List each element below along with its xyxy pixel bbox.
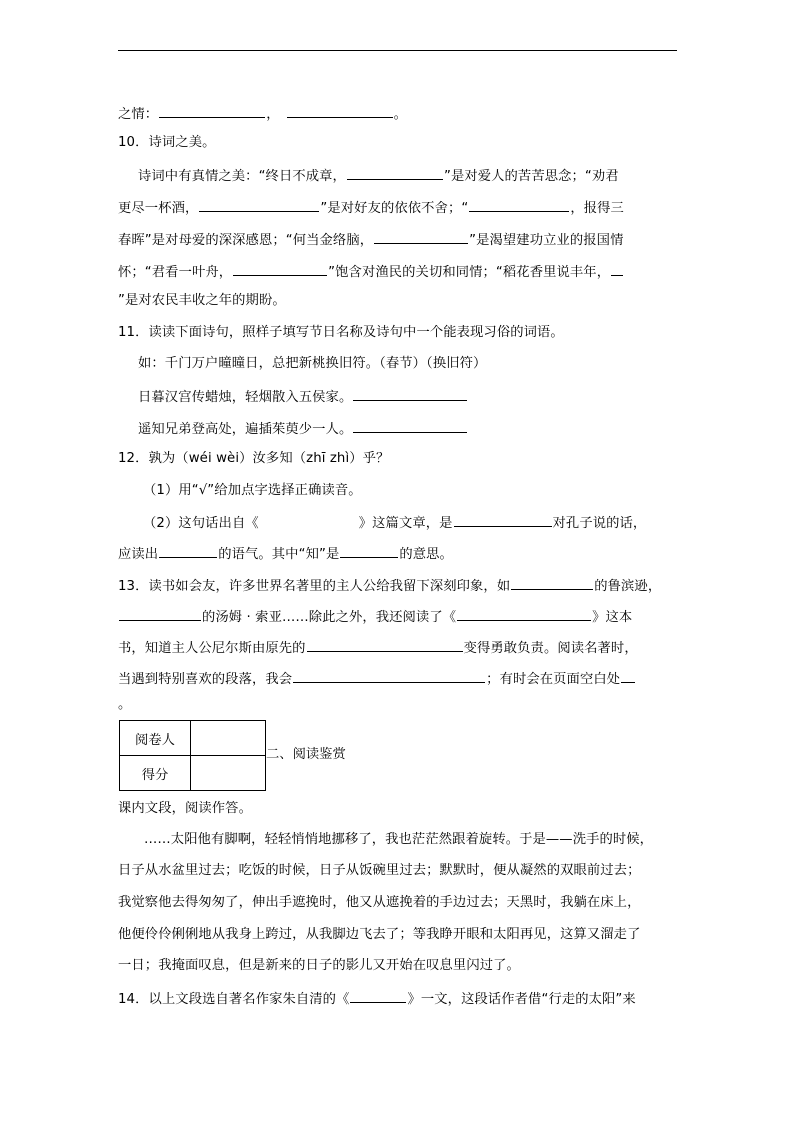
- q10-line-1: [138, 166, 619, 186]
- answer-blank[interactable]: [119, 607, 201, 621]
- score-value[interactable]: [191, 756, 266, 791]
- text: 》这篇文章，是: [358, 516, 453, 531]
- answer-blank[interactable]: [350, 989, 406, 1003]
- passage-line-4: 他便伶伶俐俐地从我身上跨过，从我脚边飞去了；等我睁开眼和太阳再见，这算又溜走了: [118, 927, 641, 942]
- text: 当遇到特别喜欢的段落，我会: [118, 672, 293, 687]
- answer-blank[interactable]: [611, 262, 623, 276]
- q11-example: 如：千门万户曈曈日，总把新桃换旧符。（春节）（换旧符）: [138, 356, 487, 371]
- q12-sub-2-cont: [118, 544, 453, 564]
- text: 书，知道主人公尼尔斯由原先的: [118, 641, 306, 656]
- answer-blank[interactable]: [454, 513, 552, 527]
- q10-line-3: [118, 230, 623, 250]
- text: ”是对好友的依依不舍；“: [320, 201, 469, 216]
- answer-blank[interactable]: [159, 544, 217, 558]
- answer-blank[interactable]: [199, 198, 319, 212]
- q13-line-4: [118, 669, 636, 689]
- answer-blank[interactable]: [340, 544, 398, 558]
- period: 。: [393, 107, 408, 122]
- text: 的语气。其中“知”是: [218, 547, 340, 562]
- answer-blank[interactable]: [621, 669, 635, 683]
- answer-blank[interactable]: [307, 638, 463, 652]
- text: 变得勇敢负责。阅读名著时，: [463, 641, 638, 656]
- q9-tail-line: [118, 104, 407, 124]
- answer-blank[interactable]: [347, 166, 443, 180]
- text: 更尽一杯酒，: [118, 201, 199, 216]
- q9-prefix: 之情：: [118, 107, 159, 122]
- q11-title: 11．读读下面诗句，照样子填写节日名称及诗句中一个能表现习俗的词语。: [118, 325, 564, 340]
- text: 春晖”是对母爱的深深感恩；“何当金络脑，: [118, 233, 374, 248]
- score-table: [119, 720, 266, 791]
- score-label: 得分: [120, 756, 191, 791]
- text: 》一文，这段话作者借“行走的太阳”来: [407, 992, 636, 1007]
- answer-blank[interactable]: [293, 669, 485, 683]
- passage-line-3: 我觉察他去得匆匆了，伸出手遮挽时，他又从遮挽着的手边过去；天黑时，我躺在床上，: [118, 895, 641, 910]
- q12-sub-2: [143, 513, 646, 533]
- grader-value[interactable]: [191, 721, 266, 756]
- text: 》这本: [592, 610, 633, 625]
- q13-line-2: [118, 607, 632, 627]
- section-instruction: 课内文段，阅读作答。: [118, 801, 252, 816]
- score-row-grader: [120, 721, 266, 756]
- text: 怀；“君看一叶舟，: [118, 265, 233, 280]
- answer-blank[interactable]: [511, 576, 593, 590]
- text: 诗词中有真情之美：“终日不成章，: [138, 169, 346, 184]
- passage-line-1: ……太阳他有脚啊，轻轻悄悄地挪移了，我也茫茫然跟着旋转。于是——洗手的时候，: [144, 832, 654, 847]
- passage-line-5: 一日；我掩面叹息，但是新来的日子的影儿又开始在叹息里闪过了。: [118, 958, 520, 973]
- text: （2）这句话出自《: [143, 516, 259, 531]
- header-rule: [118, 50, 677, 51]
- text: ，报得三: [570, 201, 624, 216]
- q11-poem-1: [138, 387, 468, 407]
- text: ；有时会在页面空白处: [486, 672, 621, 687]
- q11-poem-2: [138, 419, 468, 439]
- answer-blank[interactable]: [353, 419, 467, 433]
- text: ”是对爱人的苦苦思念；“劝君: [443, 169, 619, 184]
- text: 的意思。: [399, 547, 453, 562]
- q13-line-5: 。: [118, 697, 132, 712]
- comma: ，: [266, 107, 280, 122]
- text: 的汤姆 · 索亚……除此之外，我还阅读了《: [202, 610, 457, 625]
- poem-text: 日暮汉宫传蜡烛，轻烟散入五侯家。: [138, 390, 353, 405]
- answer-blank[interactable]: [159, 104, 265, 118]
- q12-sub-1: （1）用“√”给加点字选择正确读音。: [143, 483, 362, 498]
- poem-text: 遥知兄弟登高处，遍插茱萸少一人。: [138, 422, 353, 437]
- q13-line-1: [118, 576, 661, 596]
- answer-blank[interactable]: [469, 198, 569, 212]
- q10-line-2: [118, 198, 624, 218]
- q14-line-1: [118, 989, 636, 1009]
- q13-line-3: [118, 638, 638, 658]
- text: 对孔子说的话，: [552, 516, 647, 531]
- text: 应读出: [118, 547, 159, 562]
- grader-label: 阅卷人: [120, 721, 191, 756]
- text: 14．以上文段选自著名作家朱自清的《: [118, 992, 350, 1007]
- text: ”饱含对渔民的关切和同情；“稻花香里说丰年，: [328, 265, 611, 280]
- answer-blank[interactable]: [374, 230, 468, 244]
- text: 13．读书如会友，许多世界名著里的主人公给我留下深刻印象，如: [118, 579, 511, 594]
- answer-blank[interactable]: [287, 104, 393, 118]
- q10-line-4: [118, 262, 624, 282]
- q12-title: 12．孰为（wéi wèi）汝多知（zhī zhì）乎？: [118, 451, 390, 466]
- answer-blank[interactable]: [353, 387, 467, 401]
- text: ”是渴望建功立业的报国情: [469, 233, 624, 248]
- answer-blank[interactable]: [233, 262, 327, 276]
- answer-blank[interactable]: [457, 607, 591, 621]
- passage-line-2: 日子从水盆里过去；吃饭的时候，日子从饭碗里过去；默默时，便从凝然的双眼前过去；: [118, 863, 641, 878]
- q10-line-5: ”是对农民丰收之年的期盼。: [118, 293, 286, 308]
- q10-title: 10．诗词之美。: [118, 135, 216, 150]
- section-title: 二、阅读鉴赏: [266, 747, 346, 762]
- score-row-score: [120, 756, 266, 791]
- text: 的鲁滨逊，: [594, 579, 662, 594]
